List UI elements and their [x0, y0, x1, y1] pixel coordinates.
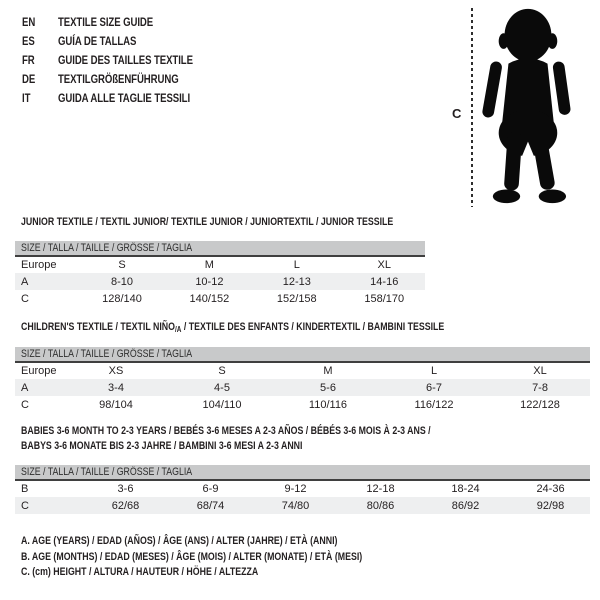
table-row-age [15, 273, 425, 290]
row-label: A [15, 273, 75, 290]
children-table-title: CHILDREN'S TEXTILE / TEXTIL $NIÑO_{/A}$ / TEXTILE DES ENFANTS / KINDERTEXTIL / BAMBINI TESSILE [21, 321, 445, 334]
cell: 6-9 [202, 483, 219, 495]
table-row-europe [15, 362, 590, 379]
row-label: C [15, 497, 80, 514]
legend-line-age-months: B. AGE (MONTHS) / EDAD (MESES) / ÂGE (MOIS) / ALTER (MONATE) / ETÀ (MESI) [21, 550, 363, 563]
row-label: C [21, 292, 29, 305]
language-list [22, 12, 227, 107]
size-header-cell: SIZE / TALLA / TAILLE / GRÖSSE / TAGLIA [15, 241, 425, 256]
cell: 10-12 [163, 273, 250, 290]
cell: L [293, 259, 300, 271]
table-row-months [15, 480, 590, 497]
legend-line-age-years: A. AGE (YEARS) / EDAD (AÑOS) / ÂGE (ANS) / ALTER (JAHRE) / ETÀ (ANNI) [21, 535, 338, 547]
language-row-es [22, 31, 227, 50]
size-header-row [15, 347, 590, 362]
title-subscript: /A [174, 325, 182, 334]
language-label-fr: GUIDE DES TAILLES TEXTILE [58, 52, 193, 67]
cell: 122/128 [520, 398, 560, 411]
cell: L [430, 365, 438, 377]
row-label: A [15, 379, 60, 396]
cell: M [323, 365, 333, 377]
children-size-table [15, 347, 590, 413]
row-label: B [21, 483, 29, 495]
cell: XL [533, 365, 547, 377]
cell: 152/158 [276, 292, 317, 305]
language-code-fr: FR [22, 52, 35, 67]
language-row-fr [22, 50, 227, 69]
cell: 74/80 [250, 497, 335, 514]
language-label-en: TEXTILE SIZE GUIDE [58, 14, 154, 29]
babies-size-table [15, 465, 590, 514]
cell: S [118, 259, 126, 271]
cell: 68/74 [165, 497, 250, 514]
row-label: Europe [21, 259, 57, 271]
size-header-cell: SIZE / TALLA / TAILLE / GRÖSSE / TAGLIA [15, 465, 590, 480]
cell: 86/92 [420, 497, 505, 514]
cell: 8-10 [75, 273, 162, 290]
table-row-age [15, 379, 590, 396]
cell: 92/98 [505, 497, 590, 514]
cell: S [218, 365, 226, 377]
cell: 158/170 [364, 292, 405, 305]
babies-title-line2: BABYS 3-6 MONATE BIS 2-3 JAHRE / BAMBINI 3-6 MESI A 2-3 ANNI [21, 440, 303, 452]
language-row-it [22, 88, 227, 107]
cell: 3-6 [117, 483, 134, 495]
cell: 104/110 [202, 398, 242, 411]
cell: 14-16 [338, 273, 426, 290]
cell: 4-5 [166, 379, 272, 396]
height-dotted-line [471, 8, 473, 207]
cell: 80/86 [335, 497, 420, 514]
legend [21, 535, 448, 582]
language-row-en [22, 12, 227, 31]
cell: 5-6 [272, 379, 378, 396]
toddler-silhouette-icon [477, 5, 577, 210]
language-label-de: TEXTILGRÖßENFÜHRUNG [58, 71, 179, 86]
size-header-row [15, 465, 590, 480]
language-row-de [22, 69, 227, 88]
cell: 18-24 [451, 483, 480, 495]
language-code-es: ES [22, 33, 35, 48]
cell: 3-4 [60, 379, 166, 396]
height-measure-label: C [452, 106, 462, 121]
row-label: Europe [21, 365, 57, 377]
table-row-height [15, 497, 590, 514]
babies-table-title [21, 424, 533, 454]
junior-table-title: JUNIOR TEXTILE / TEXTIL JUNIOR/ TEXTILE JUNIOR / JUNIORTEXTIL / JUNIOR TESSILE [21, 216, 394, 228]
language-label-es: GUÍA DE TALLAS [58, 33, 137, 48]
cell: 128/140 [102, 292, 142, 305]
junior-size-table [15, 241, 425, 307]
cell: 110/116 [308, 398, 348, 411]
cell: 7-8 [484, 379, 590, 396]
legend-line-height: C. (cm) HEIGHT / ALTURA / HAUTEUR / HÖHE / ALTEZZA [21, 566, 259, 578]
babies-title-line1: BABIES 3-6 MONTH TO 2-3 YEARS / BEBÉS 3-6 MESES A 2-3 AÑOS / BÉBÉS 3-6 MOIS À 2-3 ANS / [21, 425, 431, 437]
table-row-height [15, 290, 425, 307]
cell: 62/68 [80, 497, 165, 514]
table-row-height [15, 396, 590, 413]
cell: 98/104 [99, 398, 133, 411]
cell: 24-36 [536, 483, 565, 495]
cell: XS [108, 365, 124, 377]
table-row-europe [15, 256, 425, 273]
language-code-en: EN [22, 14, 36, 29]
language-code-it: IT [22, 90, 31, 105]
language-code-de: DE [22, 71, 36, 86]
cell: 116/122 [414, 398, 454, 411]
cell: M [204, 259, 214, 271]
cell: 9-12 [284, 483, 307, 495]
size-header-row [15, 241, 425, 256]
cell: 12-18 [366, 483, 395, 495]
row-label: C [21, 398, 29, 411]
cell: XL [377, 259, 391, 271]
cell: 6-7 [378, 379, 484, 396]
language-label-it: GUIDA ALLE TAGLIE TESSILI [58, 90, 191, 105]
cell: 140/152 [189, 292, 230, 305]
size-header-cell: SIZE / TALLA / TAILLE / GRÖSSE / TAGLIA [15, 347, 590, 362]
cell: 12-13 [250, 273, 337, 290]
